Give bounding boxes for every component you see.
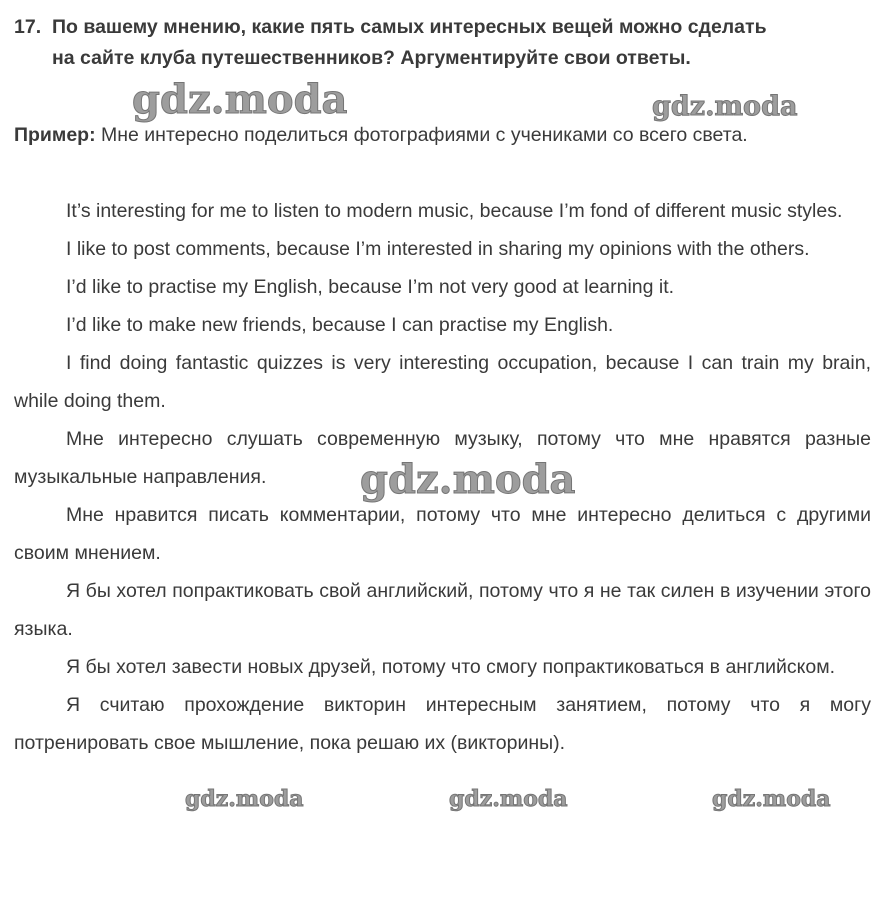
watermark: gdz.moda xyxy=(185,786,304,812)
task-question-line-2: на сайте клуба путешественников? Аргументируйте свои ответы. xyxy=(52,47,691,69)
answer-paragraph: Я бы хотел попрактиковать свой английский, потому что я не так силен в изучении этого языка. xyxy=(14,580,871,640)
task-question-line-1: По вашему мнению, какие пять самых интересных вещей можно сделать xyxy=(52,16,767,38)
answer-paragraph: Я считаю прохождение викторин интересным занятием, потому что я могу потренировать свое мышление, пока решаю их (викторины). xyxy=(14,694,871,754)
answer-paragraph: I’d like to practise my English, because I’m not very good at learning it. xyxy=(66,276,675,298)
task-heading xyxy=(14,12,874,74)
example-text: Мне интересно поделиться фотографиями с учениками со всего света. xyxy=(95,124,748,146)
watermark: gdz.moda xyxy=(132,76,348,123)
watermark: gdz.moda xyxy=(652,91,798,122)
answer-paragraph: I find doing fantastic quizzes is very interesting occupation, because I can train my brain, while doing them. xyxy=(14,352,871,412)
watermark: gdz.moda xyxy=(449,786,568,812)
answer-paragraph: Мне нравится писать комментарии, потому что мне интересно делиться с другими своим мнением. xyxy=(14,504,871,564)
answer-paragraph: I’d like to make new friends, because I can practise my English. xyxy=(66,314,614,336)
answer-paragraph: It’s interesting for me to listen to modern music, because I’m fond of different music styles. xyxy=(66,200,843,222)
answer-paragraph: Мне интересно слушать современную музыку, потому что мне нравятся разные музыкальные направления. xyxy=(14,428,871,488)
answer-paragraph: Я бы хотел завести новых друзей, потому что смогу попрактиковаться в английском. xyxy=(66,656,836,678)
watermark: gdz.moda xyxy=(360,456,576,503)
task-number: 17. xyxy=(14,16,42,38)
example-line xyxy=(14,122,874,148)
watermark: gdz.moda xyxy=(712,786,831,812)
example-label: Пример: xyxy=(14,124,96,146)
answer-paragraph: I like to post comments, because I’m interested in sharing my opinions with the others. xyxy=(66,238,810,260)
